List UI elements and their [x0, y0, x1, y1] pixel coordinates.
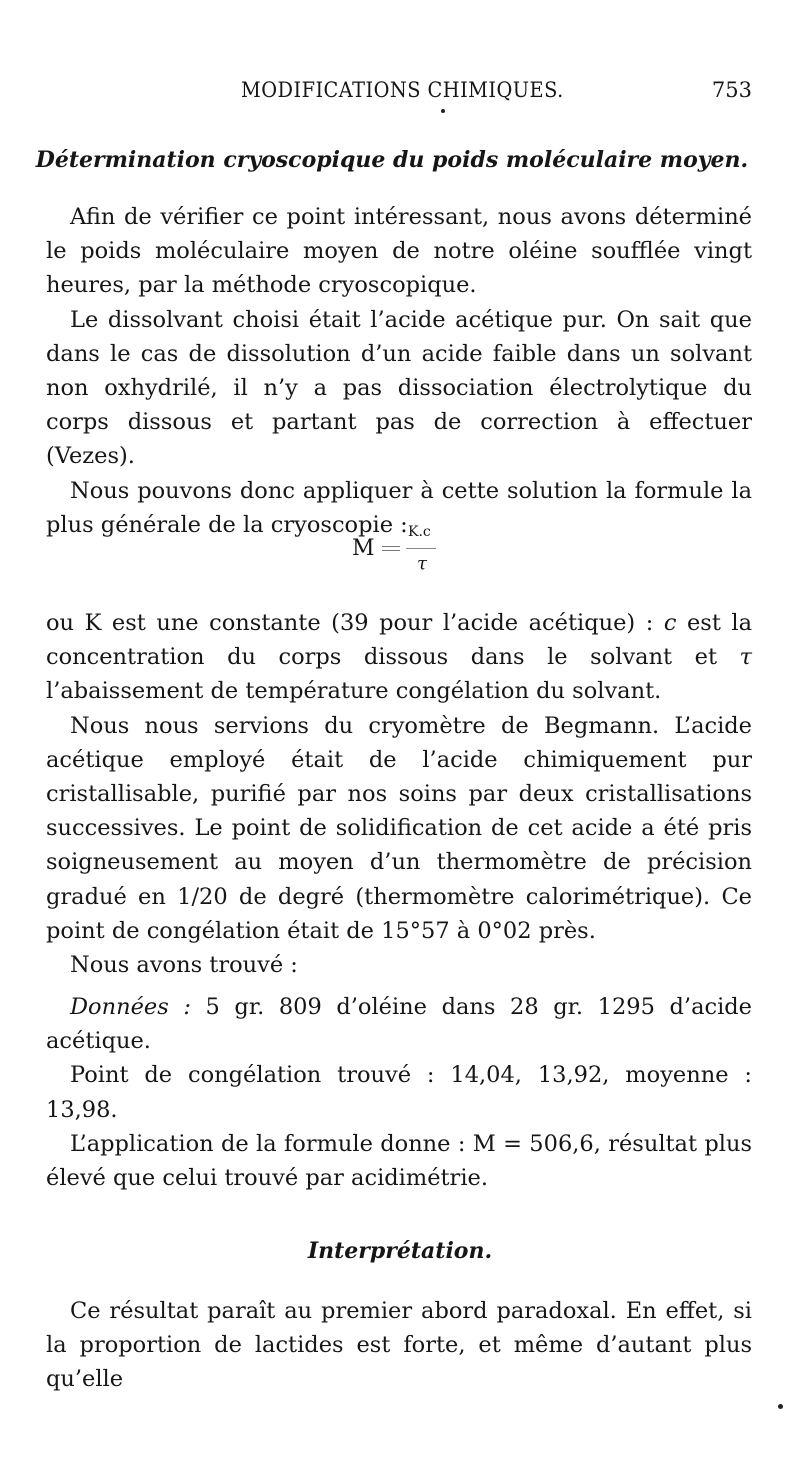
paragraph: Point de congélation trouvé : 14,04, 13,92, moyenne : 13,98. — [46, 1062, 752, 1123]
running-title: MODIFICATIONS CHIMIQUES. — [241, 78, 564, 102]
paragraph: Afin de vérifier ce point intéressant, nous avons déterminé le poids moléculaire moyen de notre oléine soufflée vingt heures, par la méthode cryoscopique. — [46, 204, 752, 299]
body-text-intro — [46, 200, 752, 542]
body-text-interpretation — [46, 1294, 752, 1397]
section-heading-cryoscopy: Détermination cryoscopique du poids moléculaire moyen. — [35, 147, 749, 173]
print-speck — [441, 109, 445, 113]
paragraph: Nous nous servions du cryomètre de Begmann. L’acide acétique employé était de l’acide chimiquement pur cristallisable, purifié par nos soins par deux cristallisations successives. Le point de solidification de cet acide a été pris soigneusement au moyen d’un thermomètre de précision gradué en 1/20 de degré (thermomètre calorimétrique). Ce point de congélation était de 15°57 à 0°02 près. — [46, 712, 752, 944]
variable-c: c — [663, 610, 677, 636]
paragraph-text: ou K est une constante (39 pour l’acide acétique) : — [46, 610, 664, 636]
data-label: Données : — [70, 994, 191, 1020]
data-line: 5 gr. 809 d’oléine dans 28 gr. 1295 d’acide acétique. — [46, 994, 752, 1055]
formula-denominator: τ — [417, 553, 427, 574]
running-head — [46, 78, 752, 108]
paragraph: L’application de la formule donne : M = 506,6, résultat plus élevé que celui trouvé par acidimétrie. — [46, 1130, 752, 1192]
paragraph — [46, 606, 752, 709]
paragraph: Nous pouvons donc appliquer à cette solution la formule la plus générale de la cryoscopie : — [46, 477, 752, 538]
paragraph — [46, 990, 752, 1058]
paragraph-text: est la concentration du corps dissous dans le solvant et — [46, 610, 753, 671]
variable-tau: τ — [739, 644, 752, 671]
formula-numerator: K.c — [408, 524, 431, 540]
fraction-bar — [406, 548, 436, 549]
paragraph-text: l’abaissement de température congélation du solvant. — [46, 678, 662, 705]
print-speck — [778, 1404, 783, 1409]
paragraph: Nous avons trouvé : — [70, 952, 298, 979]
formula-lhs: M — [352, 536, 375, 561]
results-block — [46, 990, 752, 1195]
paragraph: Ce résultat paraît au premier abord paradoxal. En effet, si la proportion de lactides est forte, et même d’autant plus qu’elle — [46, 1298, 752, 1393]
cryoscopy-formula — [342, 522, 462, 578]
equals-sign — [382, 546, 400, 548]
body-text-method — [46, 606, 752, 982]
page-number: 753 — [711, 78, 752, 102]
section-heading-interpretation: Interprétation. — [307, 1238, 493, 1264]
paragraph: Le dissolvant choisi était l’acide acétique pur. On sait que dans le cas de dissolution d’un acide faible dans un solvant non oxhydrilé, il n’y a pas dissociation électrolytique du corps dissous et partant pas de correction à effectuer (Vezes). — [46, 306, 752, 470]
